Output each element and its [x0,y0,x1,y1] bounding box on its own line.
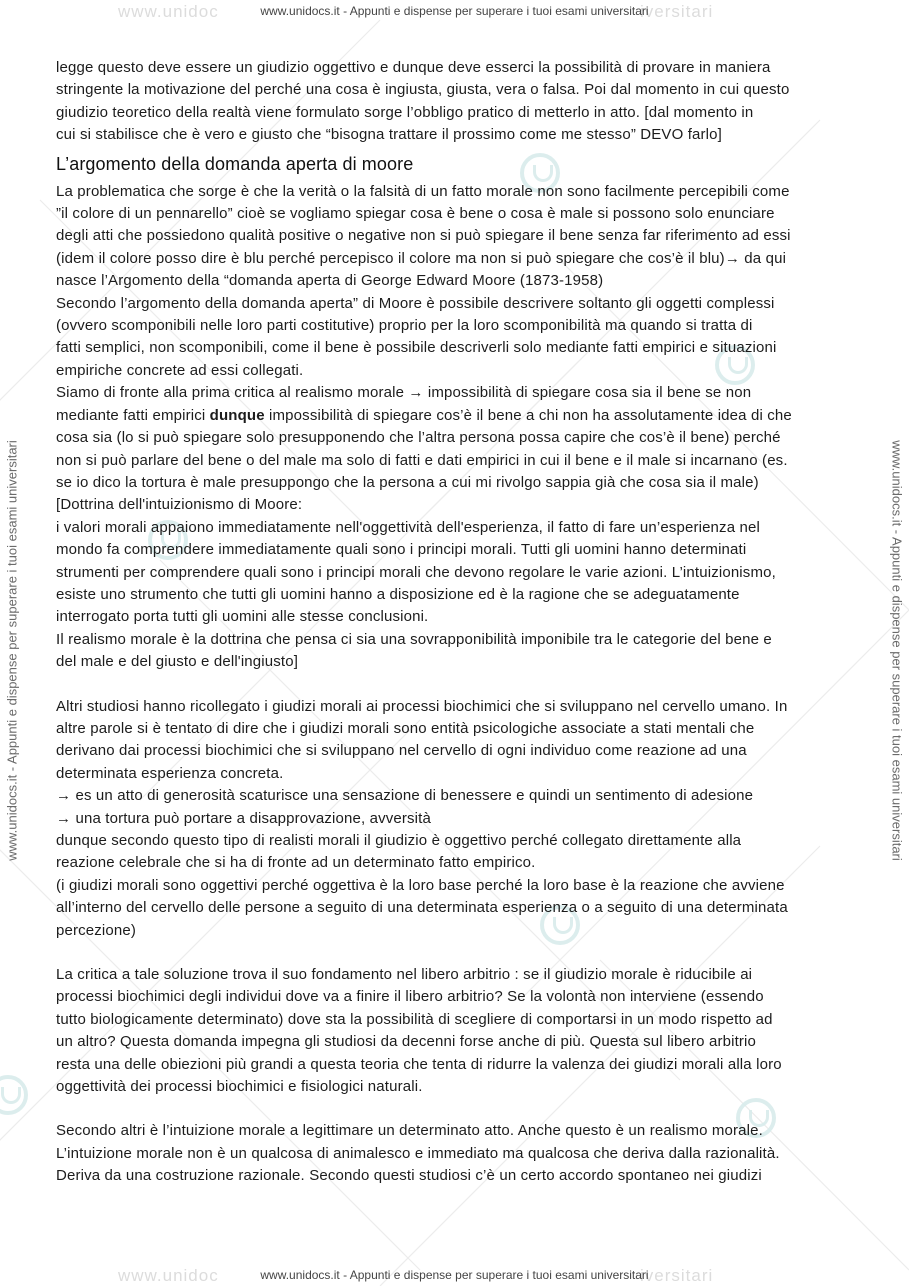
text-line: oggettività dei processi biochimici e fisiologici naturali. [56,1078,423,1096]
text-line: dunque secondo questo tipo di realisti morali il giudizio è oggettivo perché collegato direttamente alla [56,832,742,849]
text-line: interrogato porta tutti gli uomini alle stesse conclusioni. [56,608,429,626]
text-line: degli atti che possiedono qualità positive o negative non si può spiegare il bene senza far riferimento ad essi [56,227,791,245]
text-line: processi biochimici degli individui dove va a finire il libero arbitrio? Se la volontà non interviene (essendo [56,988,764,1006]
text-line [56,405,856,427]
text-line: (i giudizi morali sono oggettivi perché oggettiva è la loro base perché la loro base è la reazione che avviene [56,876,785,894]
text-line: → una tortura può portare a disapprovazione, avversità [56,809,431,827]
text-line: un altro? Questa domanda impegna gli studiosi da decenni forse anche di più. Questa sul libero arbitrio [56,1033,757,1051]
watermark-ghost-right: iversitari [640,2,714,21]
text-line: nasce l’Argomento della “domanda aperta di George Edward Moore (1873-1958) [56,272,604,290]
text-line: L’intuizione morale non è un qualcosa di animalesco e immediato ma qualcosa che deriva dalla razionalità. [56,1144,780,1162]
text-line: Siamo di fronte alla prima critica al realismo morale → impossibilità di spiegare cosa sia il bene se non [56,384,752,402]
free-will-paragraph [56,964,856,1098]
text-line: i valori morali appaiono immediatamente nell'oggettività dell'esperienza, il fatto di fare un’esperienza nel [56,518,760,536]
document-body [56,57,856,1188]
text-line: Deriva da una costruzione razionale. Secondo questi studiosi c’è un certo accordo spontaneo nei giudizi [56,1167,762,1185]
text-line: derivano dai processi biochimici che si sviluppano nel cervello di ogni individuo come reazione ad una [56,742,747,760]
text-line: Altri studiosi hanno ricollegato i giudizi morali ai processi biochimici che si sviluppano nel cervello umano. In [56,697,788,715]
text-line: fatti semplici, non scomponibili, come il bene è possibile descriverli solo mediante fatti empirici e situazioni [56,339,777,357]
text-line: tutto biologicamente determinato) dove sta la possibilità di scegliere di comportarsi in un modo rispetto ad [56,1010,773,1028]
text-line: cosa sia (lo si può spiegare solo presupponendo che l’altra persona possa capire che cos’è il bene) perché [56,429,781,447]
text-line: giudizio teoretico della realtà viene formulato sorge l’obbligo pratico di metterlo in atto. [dal momento in [56,103,754,121]
text-line: reazione celebrale che si ha di fronte ad un determinato fatto empirico. [56,854,536,872]
intuition-paragraph [56,1120,856,1187]
text-line: strumenti per comprendere quali sono i principi morali che devono regolare le varie azioni. L’intuizionismo, [56,563,776,581]
text-line: empiriche concrete ad essi collegati. [56,361,304,379]
watermark-side-left: www.unidocs.it - Appunti e dispense per superare i tuoi esami universitari [4,440,20,861]
text-line: se io dico la tortura è male presuppongo che la persona a cui mi rivolgo sappia già che cosa sia il male) [56,473,759,491]
text-line: La problematica che sorge è che la verità o la falsità di un fatto morale non sono facilmente percepibili come [56,182,790,200]
text-span: mediante fatti empirici [56,406,210,424]
text-line: Secondo altri è l’intuizione morale a legittimare un determinato atto. Anche questo è un realismo morale. [56,1122,763,1140]
watermark-footer: www.unidocs.it - Appunti e dispense per superare i tuoi esami universitari [260,1268,649,1282]
paragraph-gap [56,674,856,696]
text-line: (ovvero scomponibili nelle loro parti costitutive) proprio per la loro scomponibilità ma quando si tratta di [56,317,753,335]
text-line: stringente la motivazione del perché una cosa è ingiusta, giusta, vera o falsa. Poi dal momento in cui questo [56,81,790,99]
text-line: legge questo deve essere un giudizio oggettivo e dunque deve esserci la possibilità di provare in maniera [56,59,771,76]
watermark-side-right: www.unidocs.it - Appunti e dispense per superare i tuoi esami universitari [889,440,905,861]
text-line: → es un atto di generosità scaturisce una sensazione di benessere e quindi un sentimento di adesione [56,787,754,805]
text-line: resta una delle obiezioni più grandi a questa teoria che tenta di ridurre la valenza dei giudizi morali alla loro [56,1055,782,1073]
watermark-header: www.unidocs.it - Appunti e dispense per superare i tuoi esami universitari [260,4,649,18]
text-line: all’interno del cervello delle persone a seguito di una determinata esperienza o a seguito di una determinata [56,899,788,917]
biochemical-paragraph [56,696,856,942]
text-line: cui si stabilisce che è vero e giusto che “bisogna trattare il prossimo come me stesso” DEVO farlo] [56,126,722,144]
text-line: esiste uno strumento che tutti gli uomini hanno a disposizione ed è la ragione che se adeguatamente [56,585,740,603]
text-line: mondo fa comprendere immediatamente quali sono i principi morali. Tutti gli uomini hanno determinati [56,541,747,559]
watermark-ghost-left: www.unidoc [118,1266,219,1285]
text-line: percezione) [56,921,137,939]
intro-paragraph [56,57,856,147]
text-line: del male e del giusto e dell'ingiusto] [56,653,299,671]
watermark-ghost-left: www.unidoc [118,2,219,21]
text-line: Secondo l’argomento della domanda aperta” di Moore è possibile descrivere soltanto gli oggetti complessi [56,294,775,312]
text-line: Il realismo morale è la dottrina che pensa ci sia una sovrapponibilità imponibile tra le categorie del bene e [56,630,772,648]
text-line: (idem il colore posso dire è blu perché percepisco il colore ma non si può spiegare che cos’è il blu)→ da qui [56,249,787,267]
text-line: determinata esperienza concreta. [56,764,284,782]
paragraph-gap [56,1098,856,1120]
text-line: ”il colore di un pennarello” cioè se vogliamo spiegar cosa è bene o cosa è male si possono solo enunciare [56,205,775,223]
paragraph-gap [56,942,856,964]
section-heading: L’argomento della domanda aperta di moore [56,153,414,174]
text-line: [Dottrina dell'intuizionismo di Moore: [56,496,303,514]
text-line: La critica a tale soluzione trova il suo fondamento nel libero arbitrio : se il giudizio morale è riducibile ai [56,966,753,984]
bold-word: dunque [209,406,265,424]
watermark-ghost-right: iversitari [640,1266,714,1285]
text-line: altre parole si è tentato di dire che i giudizi morali sono entità psicologiche associate a stati mentali che [56,719,755,737]
text-line: non si può parlare del bene o del male ma solo di fatti e dati empirici in cui il bene e il male si incarnano (es. [56,451,788,469]
moore-section [56,181,856,674]
text-span: impossibilità di spiegare cos’è il bene a chi non ha assolutamente idea di che [264,406,792,424]
